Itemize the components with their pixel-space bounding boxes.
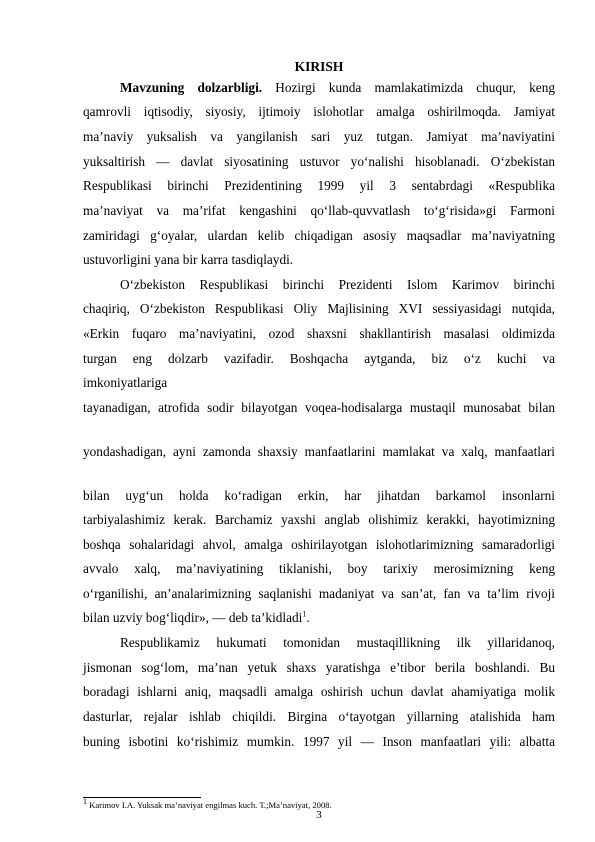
- paragraph-line: tayanadigan, atrofida sodir bilayotgan voqea-hodisalarga mustaqil munosabat bilan: [83, 400, 555, 415]
- paragraph-line: avvalo xalq, ma’naviyatining tiklanishi, boy tarixiy merosimizning keng: [83, 561, 555, 576]
- paragraph-line: boshqa sohalaridagi ahvol, amalga oshirilayotgan islohotlarimizning samaradorligi: [83, 537, 555, 552]
- footnote-ref[interactable]: 1: [302, 609, 307, 619]
- section-lead: Mavzuning dolzarbligi.: [120, 80, 263, 95]
- paragraph-line: imkoniyatlariga: [83, 375, 168, 390]
- paragraph-line: bilan uyg‘un holda ko‘radigan erkin, har jihatdan barkamol insonlarni: [83, 488, 555, 503]
- paragraph-line: «Erkin fuqaro ma’naviyatini, ozod shaxsni shakllantirish masalasi oldimizda: [83, 326, 555, 341]
- paragraph-line: Respublikasi birinchi Prezidentining 1999 yil 3 sentabrdagi «Respublika: [83, 178, 555, 193]
- page-title: KIRISH: [294, 59, 344, 74]
- page-number: 3: [316, 809, 322, 821]
- paragraph-line: buning isbotini ko‘rishimiz mumkin. 1997 yil — Inson manfaatlari yili: albatta: [83, 734, 555, 749]
- footnote-text: Karimov I.A. Yuksak ma’naviyat engilmas kuch. T.;Ma’naviyat, 2008.: [87, 800, 332, 810]
- paragraph-line: turgan eng dolzarb vazifadir. Boshqacha aytganda, biz o‘z kuchi va: [83, 351, 555, 366]
- paragraph-line: zamiridagi g‘oyalar, ulardan kelib chiqadigan asosiy maqsadlar ma’naviyatning: [83, 228, 555, 243]
- paragraph-line: ma’naviyat va ma’rifat kengashini qo‘llab-quvvatlash to‘g‘risida»gi Farmoni: [83, 203, 555, 218]
- paragraph-line: bilan uzviy bog‘liqdir», — deb ta’kidladi$^1$.: [83, 609, 310, 625]
- paragraph-line: ustuvorligini yana bir karra tasdiqlaydi.: [83, 252, 294, 267]
- paragraph-line: O‘zbekiston Respublikasi birinchi Prezidenti Islom Karimov birinchi: [120, 277, 555, 292]
- document-page: [83, 0, 555, 842]
- paragraph-line: yuksaltirish — davlat siyosatining ustuvor yo‘nalishi hisoblanadi. O‘zbekistan: [83, 154, 555, 169]
- paragraph-line: qamrovli iqtisodiy, siyosiy, ijtimoiy islohotlar amalga oshirilmoqda. Jamiyat: [83, 104, 555, 119]
- footnote-mark: 1: [83, 797, 87, 807]
- paragraph-line: Mavzuning dolzarbligi. Hozirgi kunda mamlakatimizda chuqur, keng: [120, 80, 555, 95]
- paragraph-line: jismonan sog‘lom, ma’nan yetuk shaxs yaratishga e’tibor berila boshlandi. Bu: [83, 660, 555, 675]
- paragraph-line: o‘rganilishi, an’analarimizning saqlanishi madaniyat va san’at, fan va ta’lim rivoji: [83, 586, 555, 601]
- paragraph-line: ma’naviy yuksalish va yangilanish sari yuz tutgan. Jamiyat ma’naviyatini: [83, 129, 555, 144]
- footnote-divider: [83, 797, 201, 798]
- paragraph-line: yondashadigan, ayni zamonda shaxsiy manfaatlarini mamlakat va xalq, manfaatlari: [83, 444, 555, 459]
- paragraph-line: chaqiriq, O‘zbekiston Respublikasi Oliy Majlisining XVI sessiyasidagi nutqida,: [83, 301, 555, 316]
- paragraph-line: tarbiyalashimiz kerak. Barchamiz yaxshi anglab olishimiz kerakki, hayotimizning: [83, 512, 555, 527]
- paragraph-line: dasturlar, rejalar ishlab chiqildi. Birgina o‘tayotgan yillarning atalishida ham: [83, 709, 555, 724]
- paragraph-line: boradagi ishlarni aniq, maqsadli amalga oshirish uchun davlat ahamiyatiga molik: [83, 684, 555, 699]
- paragraph-line: Respublikamiz hukumati tomonidan mustaqillikning ilk yillaridanoq,: [120, 635, 555, 650]
